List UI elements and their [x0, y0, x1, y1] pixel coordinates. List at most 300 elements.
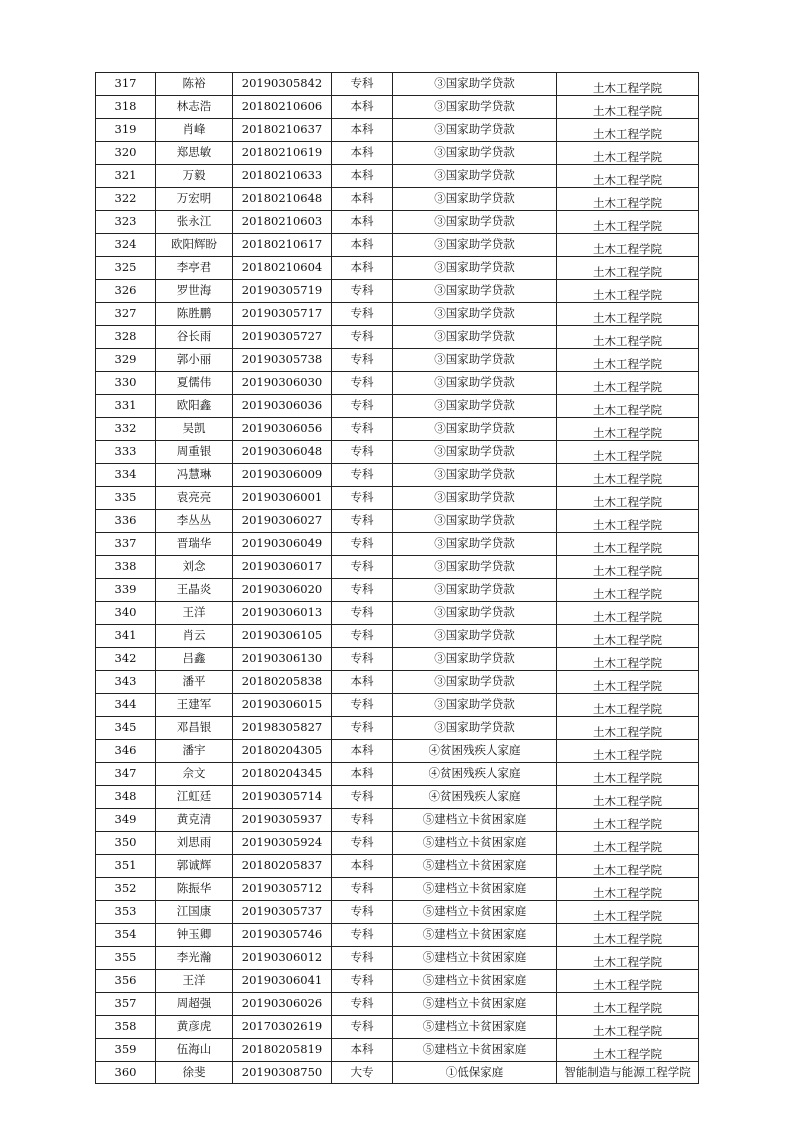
row-number-cell: 330 — [96, 372, 156, 395]
table-row — [96, 487, 699, 510]
table-row — [96, 740, 699, 763]
row-number-cell: 322 — [96, 188, 156, 211]
aid-category-cell: ③国家助学贷款 — [393, 625, 557, 648]
student-id-cell: 20180210637 — [233, 119, 332, 142]
aid-category-cell: ⑤建档立卡贫困家庭 — [393, 1039, 557, 1062]
student-name-cell: 林志浩 — [156, 96, 233, 119]
student-id-cell: 20180210619 — [233, 142, 332, 165]
aid-category-cell: ③国家助学贷款 — [393, 694, 557, 717]
college-cell: 土木工程学院 — [557, 96, 699, 119]
aid-category-cell: ③国家助学贷款 — [393, 441, 557, 464]
college-cell: 土木工程学院 — [557, 970, 699, 993]
student-id-cell: 20190306013 — [233, 602, 332, 625]
education-level-cell: 专科 — [332, 924, 393, 947]
student-name-cell: 黄克清 — [156, 809, 233, 832]
table-row — [96, 763, 699, 786]
row-number-cell: 336 — [96, 510, 156, 533]
student-name-cell: 钟玉卿 — [156, 924, 233, 947]
aid-category-cell: ③国家助学贷款 — [393, 395, 557, 418]
row-number-cell: 350 — [96, 832, 156, 855]
student-id-cell: 20180210606 — [233, 96, 332, 119]
student-id-cell: 20190305719 — [233, 280, 332, 303]
aid-category-cell: ③国家助学贷款 — [393, 188, 557, 211]
student-id-cell: 20190305717 — [233, 303, 332, 326]
table-row — [96, 694, 699, 717]
student-id-cell: 20190306056 — [233, 418, 332, 441]
education-level-cell: 专科 — [332, 441, 393, 464]
aid-category-cell: ③国家助学贷款 — [393, 648, 557, 671]
table-row — [96, 372, 699, 395]
college-cell: 土木工程学院 — [557, 188, 699, 211]
student-id-cell: 20190305937 — [233, 809, 332, 832]
table-row — [96, 96, 699, 119]
student-name-cell: 陈裕 — [156, 73, 233, 96]
aid-category-cell: ⑤建档立卡贫困家庭 — [393, 878, 557, 901]
student-table — [95, 72, 699, 1084]
education-level-cell: 本科 — [332, 119, 393, 142]
student-name-cell: 罗世海 — [156, 280, 233, 303]
student-name-cell: 冯慧琳 — [156, 464, 233, 487]
college-cell: 土木工程学院 — [557, 142, 699, 165]
aid-category-cell: ⑤建档立卡贫困家庭 — [393, 993, 557, 1016]
college-cell: 土木工程学院 — [557, 510, 699, 533]
student-id-cell: 20190306015 — [233, 694, 332, 717]
table-row — [96, 510, 699, 533]
education-level-cell: 专科 — [332, 625, 393, 648]
aid-category-cell: ③国家助学贷款 — [393, 533, 557, 556]
student-id-cell: 20180204345 — [233, 763, 332, 786]
table-row — [96, 418, 699, 441]
aid-category-cell: ③国家助学贷款 — [393, 119, 557, 142]
row-number-cell: 339 — [96, 579, 156, 602]
row-number-cell: 342 — [96, 648, 156, 671]
row-number-cell: 349 — [96, 809, 156, 832]
aid-category-cell: ③国家助学贷款 — [393, 464, 557, 487]
college-cell: 土木工程学院 — [557, 602, 699, 625]
college-cell: 土木工程学院 — [557, 878, 699, 901]
student-name-cell: 肖云 — [156, 625, 233, 648]
aid-category-cell: ③国家助学贷款 — [393, 280, 557, 303]
row-number-cell: 334 — [96, 464, 156, 487]
table-row — [96, 326, 699, 349]
table-row — [96, 625, 699, 648]
row-number-cell: 324 — [96, 234, 156, 257]
table-row — [96, 188, 699, 211]
row-number-cell: 318 — [96, 96, 156, 119]
education-level-cell: 本科 — [332, 671, 393, 694]
table-row — [96, 924, 699, 947]
student-name-cell: 陈胜鹏 — [156, 303, 233, 326]
college-cell: 土木工程学院 — [557, 809, 699, 832]
college-cell: 土木工程学院 — [557, 280, 699, 303]
student-id-cell: 20198305827 — [233, 717, 332, 740]
education-level-cell: 专科 — [332, 832, 393, 855]
table-row — [96, 119, 699, 142]
student-name-cell: 潘宇 — [156, 740, 233, 763]
student-id-cell: 20190306130 — [233, 648, 332, 671]
row-number-cell: 341 — [96, 625, 156, 648]
student-id-cell: 20190306009 — [233, 464, 332, 487]
row-number-cell: 356 — [96, 970, 156, 993]
college-cell: 土木工程学院 — [557, 993, 699, 1016]
aid-category-cell: ⑤建档立卡贫困家庭 — [393, 901, 557, 924]
student-id-cell: 20190306048 — [233, 441, 332, 464]
education-level-cell: 本科 — [332, 855, 393, 878]
college-cell: 土木工程学院 — [557, 395, 699, 418]
education-level-cell: 本科 — [332, 257, 393, 280]
row-number-cell: 344 — [96, 694, 156, 717]
table-row — [96, 556, 699, 579]
aid-category-cell: ③国家助学贷款 — [393, 303, 557, 326]
table-row — [96, 280, 699, 303]
student-name-cell: 江国康 — [156, 901, 233, 924]
student-id-cell: 20190306030 — [233, 372, 332, 395]
student-id-cell: 20190305924 — [233, 832, 332, 855]
student-name-cell: 李光瀚 — [156, 947, 233, 970]
student-id-cell: 20190305727 — [233, 326, 332, 349]
education-level-cell: 专科 — [332, 901, 393, 924]
education-level-cell: 专科 — [332, 947, 393, 970]
student-name-cell: 佘文 — [156, 763, 233, 786]
college-cell: 土木工程学院 — [557, 855, 699, 878]
college-cell: 土木工程学院 — [557, 763, 699, 786]
table-row — [96, 165, 699, 188]
table-row — [96, 602, 699, 625]
education-level-cell: 专科 — [332, 878, 393, 901]
student-name-cell: 张永江 — [156, 211, 233, 234]
education-level-cell: 专科 — [332, 418, 393, 441]
row-number-cell: 338 — [96, 556, 156, 579]
student-name-cell: 周重银 — [156, 441, 233, 464]
student-id-cell: 20190305738 — [233, 349, 332, 372]
row-number-cell: 328 — [96, 326, 156, 349]
student-name-cell: 周超强 — [156, 993, 233, 1016]
education-level-cell: 专科 — [332, 510, 393, 533]
table-body — [96, 73, 699, 1084]
student-id-cell: 20190305737 — [233, 901, 332, 924]
education-level-cell: 本科 — [332, 234, 393, 257]
college-cell: 土木工程学院 — [557, 648, 699, 671]
table-row — [96, 947, 699, 970]
aid-category-cell: ③国家助学贷款 — [393, 717, 557, 740]
aid-category-cell: ④贫困残疾人家庭 — [393, 740, 557, 763]
college-cell: 土木工程学院 — [557, 671, 699, 694]
student-name-cell: 王洋 — [156, 602, 233, 625]
row-number-cell: 347 — [96, 763, 156, 786]
college-cell: 土木工程学院 — [557, 1039, 699, 1062]
student-id-cell: 20180205819 — [233, 1039, 332, 1062]
student-name-cell: 邓昌银 — [156, 717, 233, 740]
education-level-cell: 本科 — [332, 211, 393, 234]
education-level-cell: 专科 — [332, 694, 393, 717]
student-id-cell: 20190306026 — [233, 993, 332, 1016]
student-name-cell: 李丛丛 — [156, 510, 233, 533]
aid-category-cell: ⑤建档立卡贫困家庭 — [393, 832, 557, 855]
student-id-cell: 20190306020 — [233, 579, 332, 602]
aid-category-cell: ③国家助学贷款 — [393, 73, 557, 96]
student-id-cell: 20180205837 — [233, 855, 332, 878]
student-name-cell: 刘念 — [156, 556, 233, 579]
college-cell: 土木工程学院 — [557, 901, 699, 924]
student-name-cell: 万毅 — [156, 165, 233, 188]
table-row — [96, 1016, 699, 1039]
education-level-cell: 专科 — [332, 579, 393, 602]
table-row — [96, 970, 699, 993]
college-cell: 土木工程学院 — [557, 625, 699, 648]
aid-category-cell: ③国家助学贷款 — [393, 602, 557, 625]
table-row — [96, 349, 699, 372]
row-number-cell: 332 — [96, 418, 156, 441]
aid-category-cell: ③国家助学贷款 — [393, 556, 557, 579]
student-name-cell: 万宏明 — [156, 188, 233, 211]
education-level-cell: 专科 — [332, 556, 393, 579]
college-cell: 土木工程学院 — [557, 1016, 699, 1039]
student-id-cell: 20180210633 — [233, 165, 332, 188]
college-cell: 土木工程学院 — [557, 487, 699, 510]
student-name-cell: 徐斐 — [156, 1062, 233, 1084]
student-name-cell: 谷长雨 — [156, 326, 233, 349]
aid-category-cell: ⑤建档立卡贫困家庭 — [393, 924, 557, 947]
college-cell: 土木工程学院 — [557, 579, 699, 602]
education-level-cell: 专科 — [332, 280, 393, 303]
education-level-cell: 本科 — [332, 740, 393, 763]
table-row — [96, 234, 699, 257]
row-number-cell: 357 — [96, 993, 156, 1016]
table-row — [96, 648, 699, 671]
row-number-cell: 340 — [96, 602, 156, 625]
row-number-cell: 358 — [96, 1016, 156, 1039]
student-id-cell: 20190306017 — [233, 556, 332, 579]
table-row — [96, 786, 699, 809]
student-id-cell: 20180205838 — [233, 671, 332, 694]
row-number-cell: 323 — [96, 211, 156, 234]
table-row — [96, 395, 699, 418]
row-number-cell: 335 — [96, 487, 156, 510]
student-id-cell: 20190306001 — [233, 487, 332, 510]
student-id-cell: 20180210603 — [233, 211, 332, 234]
table-row — [96, 901, 699, 924]
row-number-cell: 327 — [96, 303, 156, 326]
table-row — [96, 993, 699, 1016]
college-cell: 土木工程学院 — [557, 740, 699, 763]
table-row — [96, 878, 699, 901]
row-number-cell: 345 — [96, 717, 156, 740]
student-name-cell: 李亭君 — [156, 257, 233, 280]
student-name-cell: 伍海山 — [156, 1039, 233, 1062]
table-row — [96, 257, 699, 280]
college-cell: 土木工程学院 — [557, 717, 699, 740]
aid-category-cell: ①低保家庭 — [393, 1062, 557, 1084]
education-level-cell: 本科 — [332, 1039, 393, 1062]
row-number-cell: 348 — [96, 786, 156, 809]
row-number-cell: 319 — [96, 119, 156, 142]
student-id-cell: 20180210648 — [233, 188, 332, 211]
table-row — [96, 441, 699, 464]
table-row — [96, 855, 699, 878]
row-number-cell: 359 — [96, 1039, 156, 1062]
aid-category-cell: ③国家助学贷款 — [393, 671, 557, 694]
row-number-cell: 320 — [96, 142, 156, 165]
row-number-cell: 331 — [96, 395, 156, 418]
college-cell: 土木工程学院 — [557, 211, 699, 234]
student-name-cell: 王洋 — [156, 970, 233, 993]
row-number-cell: 346 — [96, 740, 156, 763]
student-name-cell: 晋瑞华 — [156, 533, 233, 556]
student-name-cell: 吴凯 — [156, 418, 233, 441]
student-id-cell: 20190305746 — [233, 924, 332, 947]
college-cell: 智能制造与能源工程学院 — [557, 1062, 699, 1084]
college-cell: 土木工程学院 — [557, 533, 699, 556]
table-row — [96, 809, 699, 832]
student-id-cell: 20180210617 — [233, 234, 332, 257]
education-level-cell: 专科 — [332, 349, 393, 372]
row-number-cell: 343 — [96, 671, 156, 694]
aid-category-cell: ③国家助学贷款 — [393, 418, 557, 441]
row-number-cell: 354 — [96, 924, 156, 947]
student-list-sheet — [95, 72, 698, 1084]
education-level-cell: 专科 — [332, 970, 393, 993]
aid-category-cell: ③国家助学贷款 — [393, 510, 557, 533]
student-name-cell: 吕鑫 — [156, 648, 233, 671]
student-id-cell: 20170302619 — [233, 1016, 332, 1039]
education-level-cell: 专科 — [332, 303, 393, 326]
college-cell: 土木工程学院 — [557, 73, 699, 96]
table-row — [96, 142, 699, 165]
aid-category-cell: ⑤建档立卡贫困家庭 — [393, 809, 557, 832]
aid-category-cell: ④贫困残疾人家庭 — [393, 786, 557, 809]
student-id-cell: 20190306041 — [233, 970, 332, 993]
aid-category-cell: ③国家助学贷款 — [393, 234, 557, 257]
student-id-cell: 20190306105 — [233, 625, 332, 648]
education-level-cell: 专科 — [332, 487, 393, 510]
college-cell: 土木工程学院 — [557, 441, 699, 464]
student-id-cell: 20190306049 — [233, 533, 332, 556]
student-id-cell: 20190306027 — [233, 510, 332, 533]
college-cell: 土木工程学院 — [557, 257, 699, 280]
college-cell: 土木工程学院 — [557, 234, 699, 257]
education-level-cell: 专科 — [332, 326, 393, 349]
student-name-cell: 欧阳鑫 — [156, 395, 233, 418]
education-level-cell: 大专 — [332, 1062, 393, 1084]
college-cell: 土木工程学院 — [557, 947, 699, 970]
row-number-cell: 321 — [96, 165, 156, 188]
student-id-cell: 20190306012 — [233, 947, 332, 970]
table-row — [96, 717, 699, 740]
table-row — [96, 671, 699, 694]
education-level-cell: 本科 — [332, 142, 393, 165]
row-number-cell: 351 — [96, 855, 156, 878]
aid-category-cell: ③国家助学贷款 — [393, 487, 557, 510]
row-number-cell: 317 — [96, 73, 156, 96]
student-name-cell: 郭诚辉 — [156, 855, 233, 878]
education-level-cell: 专科 — [332, 786, 393, 809]
table-row — [96, 211, 699, 234]
student-name-cell: 肖峰 — [156, 119, 233, 142]
education-level-cell: 专科 — [332, 809, 393, 832]
aid-category-cell: ③国家助学贷款 — [393, 372, 557, 395]
aid-category-cell: ⑤建档立卡贫困家庭 — [393, 855, 557, 878]
aid-category-cell: ③国家助学贷款 — [393, 211, 557, 234]
college-cell: 土木工程学院 — [557, 832, 699, 855]
table-row — [96, 303, 699, 326]
aid-category-cell: ③国家助学贷款 — [393, 96, 557, 119]
row-number-cell: 355 — [96, 947, 156, 970]
aid-category-cell: ③国家助学贷款 — [393, 165, 557, 188]
education-level-cell: 专科 — [332, 395, 393, 418]
aid-category-cell: ③国家助学贷款 — [393, 326, 557, 349]
table-row — [96, 73, 699, 96]
row-number-cell: 333 — [96, 441, 156, 464]
table-row — [96, 1039, 699, 1062]
student-name-cell: 王建军 — [156, 694, 233, 717]
row-number-cell: 325 — [96, 257, 156, 280]
student-name-cell: 江虹廷 — [156, 786, 233, 809]
aid-category-cell: ③国家助学贷款 — [393, 257, 557, 280]
row-number-cell: 326 — [96, 280, 156, 303]
college-cell: 土木工程学院 — [557, 349, 699, 372]
table-row — [96, 579, 699, 602]
student-id-cell: 20180204305 — [233, 740, 332, 763]
college-cell: 土木工程学院 — [557, 165, 699, 188]
aid-category-cell: ③国家助学贷款 — [393, 349, 557, 372]
education-level-cell: 本科 — [332, 165, 393, 188]
student-id-cell: 20190305714 — [233, 786, 332, 809]
education-level-cell: 本科 — [332, 96, 393, 119]
student-name-cell: 欧阳辉盼 — [156, 234, 233, 257]
education-level-cell: 专科 — [332, 602, 393, 625]
student-name-cell: 夏儒伟 — [156, 372, 233, 395]
student-id-cell: 20190305712 — [233, 878, 332, 901]
row-number-cell: 352 — [96, 878, 156, 901]
student-name-cell: 袁亮亮 — [156, 487, 233, 510]
college-cell: 土木工程学院 — [557, 786, 699, 809]
aid-category-cell: ③国家助学贷款 — [393, 579, 557, 602]
education-level-cell: 专科 — [332, 993, 393, 1016]
college-cell: 土木工程学院 — [557, 556, 699, 579]
student-id-cell: 20190308750 — [233, 1062, 332, 1084]
college-cell: 土木工程学院 — [557, 924, 699, 947]
student-name-cell: 郑思敏 — [156, 142, 233, 165]
college-cell: 土木工程学院 — [557, 464, 699, 487]
college-cell: 土木工程学院 — [557, 418, 699, 441]
education-level-cell: 本科 — [332, 763, 393, 786]
education-level-cell: 专科 — [332, 717, 393, 740]
aid-category-cell: ⑤建档立卡贫困家庭 — [393, 947, 557, 970]
student-name-cell: 潘平 — [156, 671, 233, 694]
student-id-cell: 20190306036 — [233, 395, 332, 418]
student-name-cell: 王晶炎 — [156, 579, 233, 602]
education-level-cell: 本科 — [332, 188, 393, 211]
aid-category-cell: ③国家助学贷款 — [393, 142, 557, 165]
aid-category-cell: ⑤建档立卡贫困家庭 — [393, 970, 557, 993]
row-number-cell: 329 — [96, 349, 156, 372]
aid-category-cell: ④贫困残疾人家庭 — [393, 763, 557, 786]
student-name-cell: 郭小丽 — [156, 349, 233, 372]
student-id-cell: 20180210604 — [233, 257, 332, 280]
college-cell: 土木工程学院 — [557, 326, 699, 349]
table-row — [96, 533, 699, 556]
education-level-cell: 专科 — [332, 533, 393, 556]
education-level-cell: 专科 — [332, 372, 393, 395]
student-name-cell: 黄彦虎 — [156, 1016, 233, 1039]
row-number-cell: 353 — [96, 901, 156, 924]
table-row — [96, 1062, 699, 1084]
education-level-cell: 专科 — [332, 648, 393, 671]
aid-category-cell: ⑤建档立卡贫困家庭 — [393, 1016, 557, 1039]
student-name-cell: 刘思雨 — [156, 832, 233, 855]
education-level-cell: 专科 — [332, 1016, 393, 1039]
student-name-cell: 陈振华 — [156, 878, 233, 901]
